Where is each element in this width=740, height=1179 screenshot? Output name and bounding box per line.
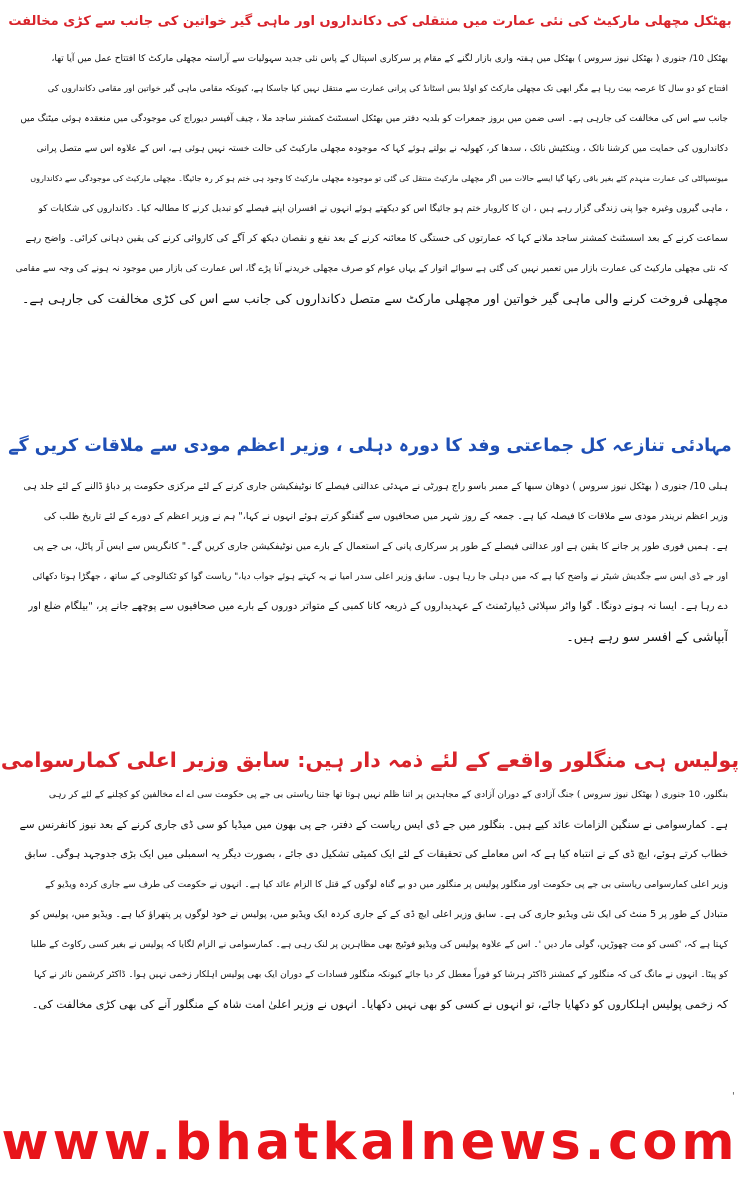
story-2-line: آبپاشی کے افسر سو رہے ہیں۔	[566, 629, 728, 644]
story-1-line: میونسپالٹی کی عمارت منہدم کئے بغیر باقی رکھا گیا ایسے حالات میں اگر مچھلی مارکیٹ منتقل کی گئی تو موجودہ مچھلی مارکیٹ کا وجود ہی ختم ہو کر رہ جائیگا۔ مچھلی مارکیٹ کی موجودگی سے دکانداروں	[30, 174, 728, 183]
story-3-line: بنگلور، 10 جنوری ( بھٹکل نیوز سروس ) جنگ آزادی کے دوران آزادی کے مجاہدین پر اتنا ظلم نہیں ہوتا تھا جتنا ریاستی بی جے پی حکومت سی اے اے مخالفین کو کچلنے کے لئے کر رہی	[48, 790, 728, 800]
stray-mark: '	[732, 1091, 735, 1102]
story-1-headline: بھٹکل مچھلی مارکیٹ کی نئی عمارت میں منتقلی کی دکانداروں اور ماہی گیر خواتین کی جانب سے کڑی مخالفت	[8, 14, 732, 29]
story-2-line: اور جے ڈی ایس سے جگدیش شیٹر نے واضح کیا ہے کہ میں دہلی جا رہا ہوں۔ سابق وزیر اعلی سدر امیا نے یہ کہتے ہوئے جواب دیا،" ریاست گوا کو ٹکنالوجی کے ساتھ ، جھگڑا ہوتا دکھائی	[32, 572, 728, 582]
story-2-line: ہبلی 10/ جنوری ( بھٹکل نیوز سروس ) دوھان سبھا کے ممبر باسو راج ہورٹی نے مہدئی عدالتی فیصلے کا نوٹیفکیشن جاری کرنے کے لئے مرکزی حکومت پر دباؤ ڈالنے کے لئے جلد ہی	[23, 481, 728, 492]
story-1-body	[16, 44, 728, 419]
story-1-line: مچھلی فروخت کرنے والی ماہی گیر خواتین اور مچھلی مارکٹ سے متصل دکانداروں کی جانب سے اس کی کڑی مخالفت کی جارہی ہے۔	[22, 291, 728, 306]
story-3-line: کہ زخمی پولیس اہلکاروں کو دکھایا جائے، تو انہوں نے کسی کو بھی نہیں دکھایا۔ انہوں نے وزیر اعلیٰ امت شاہ کے منگلور آنے کی بھی کڑی مخالفت کی۔	[31, 998, 728, 1011]
story-1-line: ، ماہی گیروں وغیرہ جوا پنی زندگی گزار رہے ہیں ، ان کا کاروبار ختم ہو جائیگا اس کو دیکھتے ہوئے انہوں نے افسران اپنے فیصلے کو تبدیل کرنے کا مطالبہ کیا۔ دکانداروں کی شکایات کو	[38, 204, 728, 214]
story-3-line: ہے۔ کمارسوامی نے سنگین الزامات عائد کیے ہیں۔ بنگلور میں جے ڈی ایس ریاست کے دفتر، جے پی بھون میں میڈیا کو سی ڈی جاری کرنے کے بعد نیوز کانفرنس سے	[19, 819, 728, 831]
story-1-line: بھٹکل 10/ جنوری ( بھٹکل نیوز سروس ) بھٹکل میں ہفتہ واری بازار لگنے کے مقام پر سرکاری اسپتال کے پاس نئی جدید سہولیات سے آراستہ مچھلی مارکٹ کا افتتاح عمل میں آیا تھا،	[51, 54, 728, 64]
story-2-line: دے رہا ہے۔ ایسا نہ ہونے دونگا۔ گوا واٹر سپلائی ڈیپارٹمنٹ کے عہدیداروں کے ذریعہ کانا کمبی کے متواتر دوروں کے بارے میں صحافیوں سے پوچھے جانے پر، "بیلگام ضلع اور	[28, 601, 728, 612]
story-3-line: کہتا ہے کہ، 'کسی کو مت چھوڑیں، گولی مار دیں '۔ اس کے علاوہ پولیس کی ویڈیو فوٹیج بھی مظاہرین پر لنک رہی ہے۔ کمارسوامی نے الزام لگایا کہ پولیس نے بغیر کسی رکاوٹ کے طلبا	[30, 940, 728, 950]
story-2-body	[16, 472, 728, 734]
story-3-headline: پولیس ہی منگلور واقعے کے لئے ذمہ دار ہیں: سابق وزیر اعلی کمارسوامی	[0, 748, 740, 772]
story-1-line: جانب سے اس کی مخالفت کی جارہی ہے۔ اسی ضمن میں بروز جمعرات کو بلدیہ دفتر میں بھٹکل اسسٹنٹ کمشنر ساجد ملا ، چیف آفیسر دیوراج کی موجودگی میں منعقدہ ہوئی میٹنگ میں	[20, 114, 728, 124]
story-3-line: کو پیٹا۔ انہوں نے مانگ کی کہ منگلور کے کمشنر ڈاکٹر ہرشا کو فوراً معطل کر دیا جائے کیونکہ منگلور فسادات کے دوران ایک بھی پولیس اہلکار زخمی نہیں ہوا۔ ڈاکٹر کرشمن نائر نے کہا	[33, 970, 728, 980]
story-1-line: دکانداروں کی حمایت میں کرشنا نائک ، وینکٹیش نائک ، سدھا کر، کھولیہ نے بولتے ہوئے کہا کہ موجودہ مچھلی مارکیٹ کی حالت خستہ نہیں ہوئی ہے، اس کے علاوہ اس سے متصل پرانی	[36, 144, 728, 154]
story-3-line: وزیر اعلی کمارسوامی ریاستی بی جے پی حکومت اور منگلور پولیس پر منگلور میں دو بے گناہ لوگوں کے قتل کا الزام عائد کیا ہے۔ انہوں نے حکومت کی طرف سے جاری کردہ ویڈیو کے	[45, 880, 728, 890]
story-3-body	[16, 780, 728, 1080]
story-2-headline: مہادئی تنازعہ کل جماعتی وفد کا دورہ دہلی ، وزیر اعظم مودی سے ملاقات کریں گے	[8, 436, 732, 456]
story-2-line: وزیر اعظم نریندر مودی سے ملاقات کا فیصلہ کیا ہے۔ جمعہ کے روز شہر میں صحافیوں سے گفتگو کرتے ہوئے انہوں نے کہا،" ہم نے وزیر اعظم کے دورے کے لئے تاریخ طلب کی	[43, 511, 728, 522]
story-2-line: ہے۔ ہمیں فوری طور پر جانے کا یقین ہے اور عدالتی فیصلے کے طور پر سرکاری پانی کے استعمال کے بارے میں نوٹیفکیشن جاری کریں گے۔" کانگریس سے ایس آر پاٹل، بی جے پی	[33, 541, 728, 552]
story-3-line: خطاب کرتے ہوئے، ایچ ڈی کے نے انتباہ کیا ہے کہ اس معاملے کی تحقیقات کے لئے ایک کمیٹی تشکیل دی جائے ، بصورت دیگر یہ اسمبلی میں ایک بڑی جدوجہد ہوگی۔ سابق	[24, 849, 728, 860]
story-1-line: افتتاح کو دو سال کا عرصہ بیت رہا ہے مگر ابھی تک مچھلی مارکٹ کو اولڈ بس اسٹانڈ کی پرانی عمارت سے منتقل نہیں کیا جاسکا ہے، کیونکہ مقامی ماہی گیر خواتین اور مقامی دکانداروں کی	[47, 84, 728, 94]
footer-website-link[interactable]: www.bhatkalnews.com	[1, 1113, 739, 1172]
story-1-line: سماعت کرنے کے بعد اسسٹنٹ کمشنر ساجد ملانے کہا کہ عمارتوں کی خستگی کا معائنہ کرنے کے بعد نفع و نقصان دیکھ کر آگے کی کاروائی کرنے کی یقین دہانی کرائی۔ واضح رہے	[25, 233, 728, 244]
story-3-line: متبادل کے طور پر 5 منٹ کی ایک نئی ویڈیو جاری کی ہے۔ سابق وزیر اعلی ایچ ڈی کے کے جاری کردہ ایک ویڈیو میں، پولیس نے خود لوگوں پر پتھراؤ کیا ہے۔ ویڈیو میں، پولیس کو	[30, 909, 728, 920]
story-1-line: کہ نئی مچھلی مارکیٹ کی عمارت بازار میں تعمیر نہیں کی گئی ہے سوائے اتوار کے یہاں عوام کو صرف مچھلی خریدنے آنا پڑے گا، اس عمارت کی بازار میں موجود نہ ہونے کی وجہ سے مقامی	[16, 264, 728, 274]
